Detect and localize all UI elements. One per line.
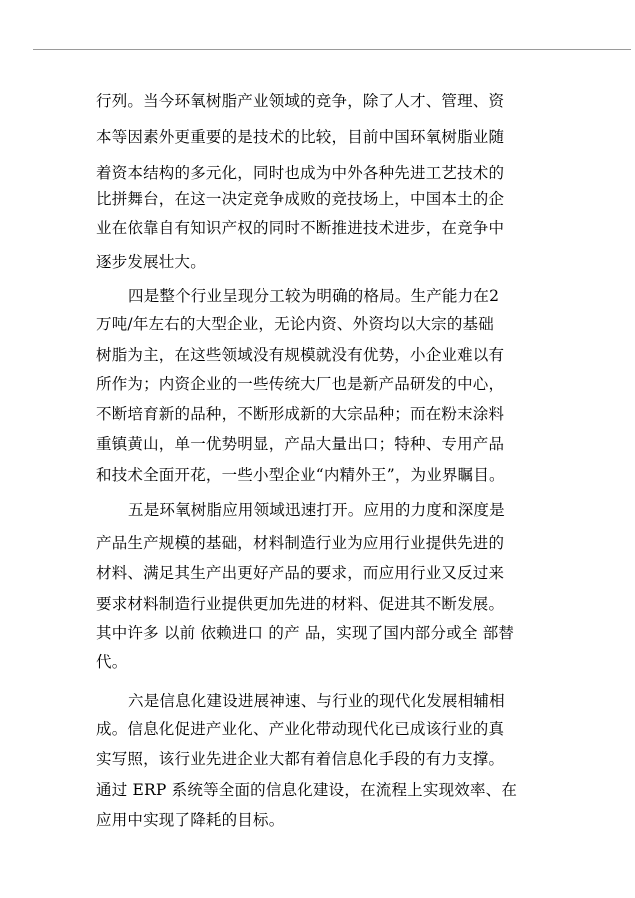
text-line: 要求材料制造行业提供更加先进的材料、促进其不断发展。 (96, 595, 505, 613)
text-line: 成。信息化促进产业化、产业化带动现代化已成该行业的真 (96, 720, 505, 738)
text-line: 不断培育新的品种，不断形成新的大宗品种；而在粉末涂料 (96, 405, 505, 423)
text-line: 代。 (96, 653, 128, 671)
text-line: 六是信息化建设进展神速、与行业的现代化发展相辅相 (128, 692, 505, 710)
text-line: 产品生产规模的基础，材料制造行业为应用行业提供先进的 (96, 534, 505, 552)
text-line: 应用中实现了降耗的目标。 (96, 811, 285, 829)
text-line: 本等因素外更重要的是技术的比较，目前中国环氧树脂业随 (96, 128, 505, 146)
text-line: 业在依靠自有知识产权的同时不断推进技术进步，在竞争中 (96, 219, 505, 237)
text-line: 重镇黄山，单一优势明显，产品大量出口；特种、专用产品 (96, 435, 505, 453)
text-line: 树脂为主，在这些领域没有规模就没有优势，小企业难以有 (96, 346, 505, 364)
text-line: 逐步发展壮大。 (96, 253, 206, 271)
text-line: 四是整个行业呈现分工较为明确的格局。生产能力在2 (128, 287, 500, 305)
text-line: 实写照，该行业先进企业大都有着信息化手段的有力支撑。 (96, 750, 505, 768)
text-line: 着资本结构的多元化，同时也成为中外各种先进工艺技术的 (96, 164, 505, 182)
text-line: 和技术全面开花，一些小型企业“内精外王”，为业界瞩目。 (96, 466, 505, 484)
text-line: 比拼舞台，在这一决定竞争成败的竞技场上，中国本土的企 (96, 190, 505, 208)
text-line: 材料、满足其生产出更好产品的要求，而应用行业又反过来 (96, 564, 505, 582)
text-line: 万吨/年左右的大型企业，无论内资、外资均以大宗的基础 (96, 315, 494, 333)
text-line: 所作为；内资企业的一些传统大厂也是新产品研发的中心， (96, 375, 505, 393)
header-rule (33, 49, 631, 50)
text-line: 五是环氧树脂应用领域迅速打开。应用的力度和深度是 (128, 501, 505, 519)
text-line: 其中许多 以前 依赖进口 的产 品，实现了国内部分或全 部替 (96, 624, 515, 642)
text-line: 行列。当今环氧树脂产业领域的竞争，除了人才、管理、资 (96, 92, 505, 110)
text-line: 通过 ERP 系统等全面的信息化建设，在流程上实现效率、在 (96, 781, 518, 799)
